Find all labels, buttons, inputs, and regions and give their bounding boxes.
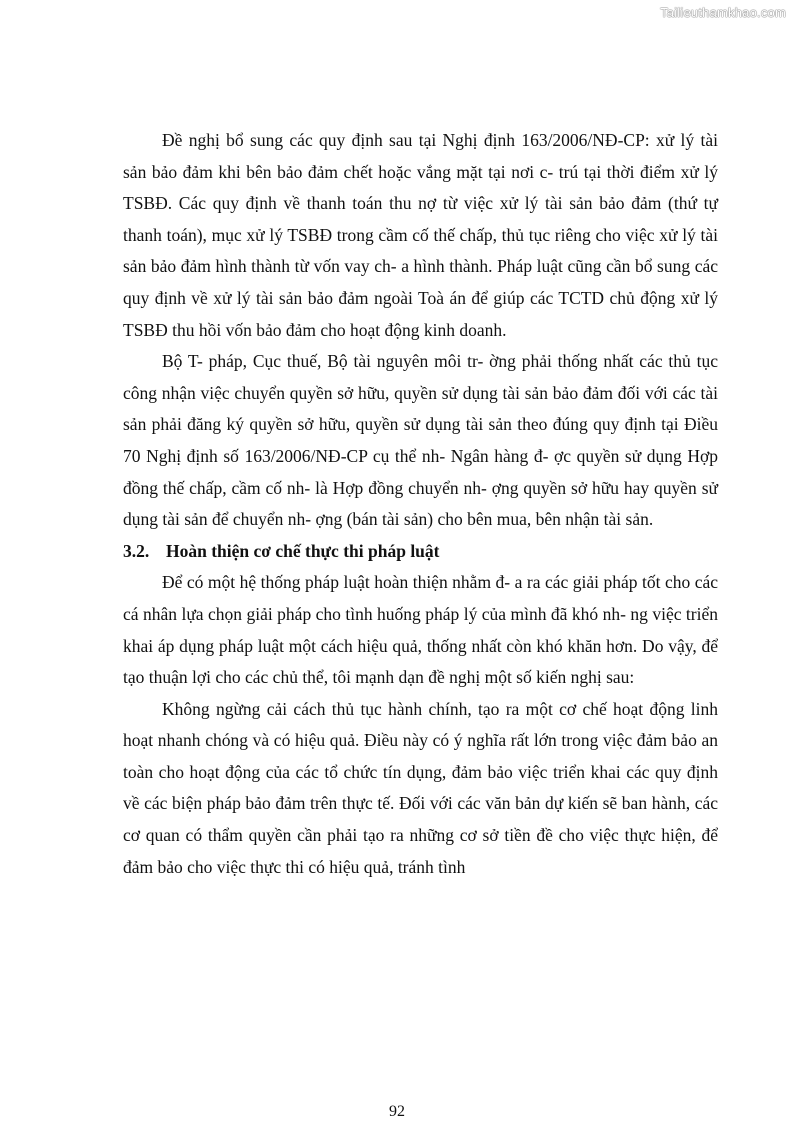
section-number: 3.2. xyxy=(123,540,150,561)
paragraph-legal-system: Để có một hệ thống pháp luật hoàn thiện nhằm đ- a ra các giải pháp tốt cho các cá nhân lựa chọn giải pháp cho tình huống pháp lý của mình đã khó nh- ng việc triển khai áp dụng pháp luật một cách hiệu quả, thống nhất còn khó khăn hơn. Do vậy, để tạo thuận lợi cho các chủ thể, tôi mạnh dạn đề nghị một số kiến nghị sau: xyxy=(123,572,718,688)
page-number: 92 xyxy=(389,1103,405,1120)
paragraph-amendment-proposal: Đề nghị bổ sung các quy định sau tại Nghị định 163/2006/NĐ-CP: xử lý tài sản bảo đảm khi bên bảo đảm chết hoặc vắng mặt tại nơi c- trú tại thời điểm xử lý TSBĐ. Các quy định về thanh toán thu nợ từ việc xử lý tài sản bảo đảm (thứ tự thanh toán), mục xử lý TSBĐ trong cầm cố thế chấp, thủ tục riêng cho việc xử lý tài sản bảo đảm hình thành từ vốn vay ch- a hình thành. Pháp luật cũng cần bổ sung các quy định về xử lý tài sản bảo đảm ngoài Toà án để giúp các TCTD chủ động xử lý TSBĐ thu hồi vốn bảo đảm cho hoạt động kinh doanh. xyxy=(123,130,718,340)
section-heading xyxy=(123,536,718,568)
document-body xyxy=(123,125,718,883)
paragraph-ministry-coordination: Bộ T- pháp, Cục thuế, Bộ tài nguyên môi tr- ờng phải thống nhất các thủ tục công nhận việc chuyển quyền sở hữu, quyền sử dụng tài sản bảo đảm đối với các tài sản phải đăng ký quyền sở hữu, quyền sử dụng tài sản theo đúng quy định tại Điều 70 Nghị định số 163/2006/NĐ-CP cụ thể nh- Ngân hàng đ- ợc quyền sử dụng Hợp đồng thế chấp, cầm cố nh- là Hợp đồng chuyển nh- ợng quyền sở hữu hay quyền sử dụng tài sản để chuyển nh- ợng (bán tài sản) cho bên mua, bên nhận tài sản. xyxy=(123,351,718,530)
paragraph-administrative-reform: Không ngừng cải cách thủ tục hành chính, tạo ra một cơ chế hoạt động linh hoạt nhanh chóng và có hiệu quả. Điều này có ý nghĩa rất lớn trong việc đảm bảo an toàn cho hoạt động của các tổ chức tín dụng, đảm bảo việc triển khai các quy định về các biện pháp bảo đảm trên thực tế. Đối với các văn bản dự kiến sẽ ban hành, các cơ quan có thẩm quyền cần phải tạo ra những cơ sở tiền đề cho việc thực hiện, để đảm bảo cho việc thực thi có hiệu quả, tránh tình xyxy=(123,698,718,877)
section-title: Hoàn thiện cơ chế thực thi pháp luật xyxy=(166,540,440,561)
watermark: Tailieuthamkhao.com xyxy=(660,5,786,20)
